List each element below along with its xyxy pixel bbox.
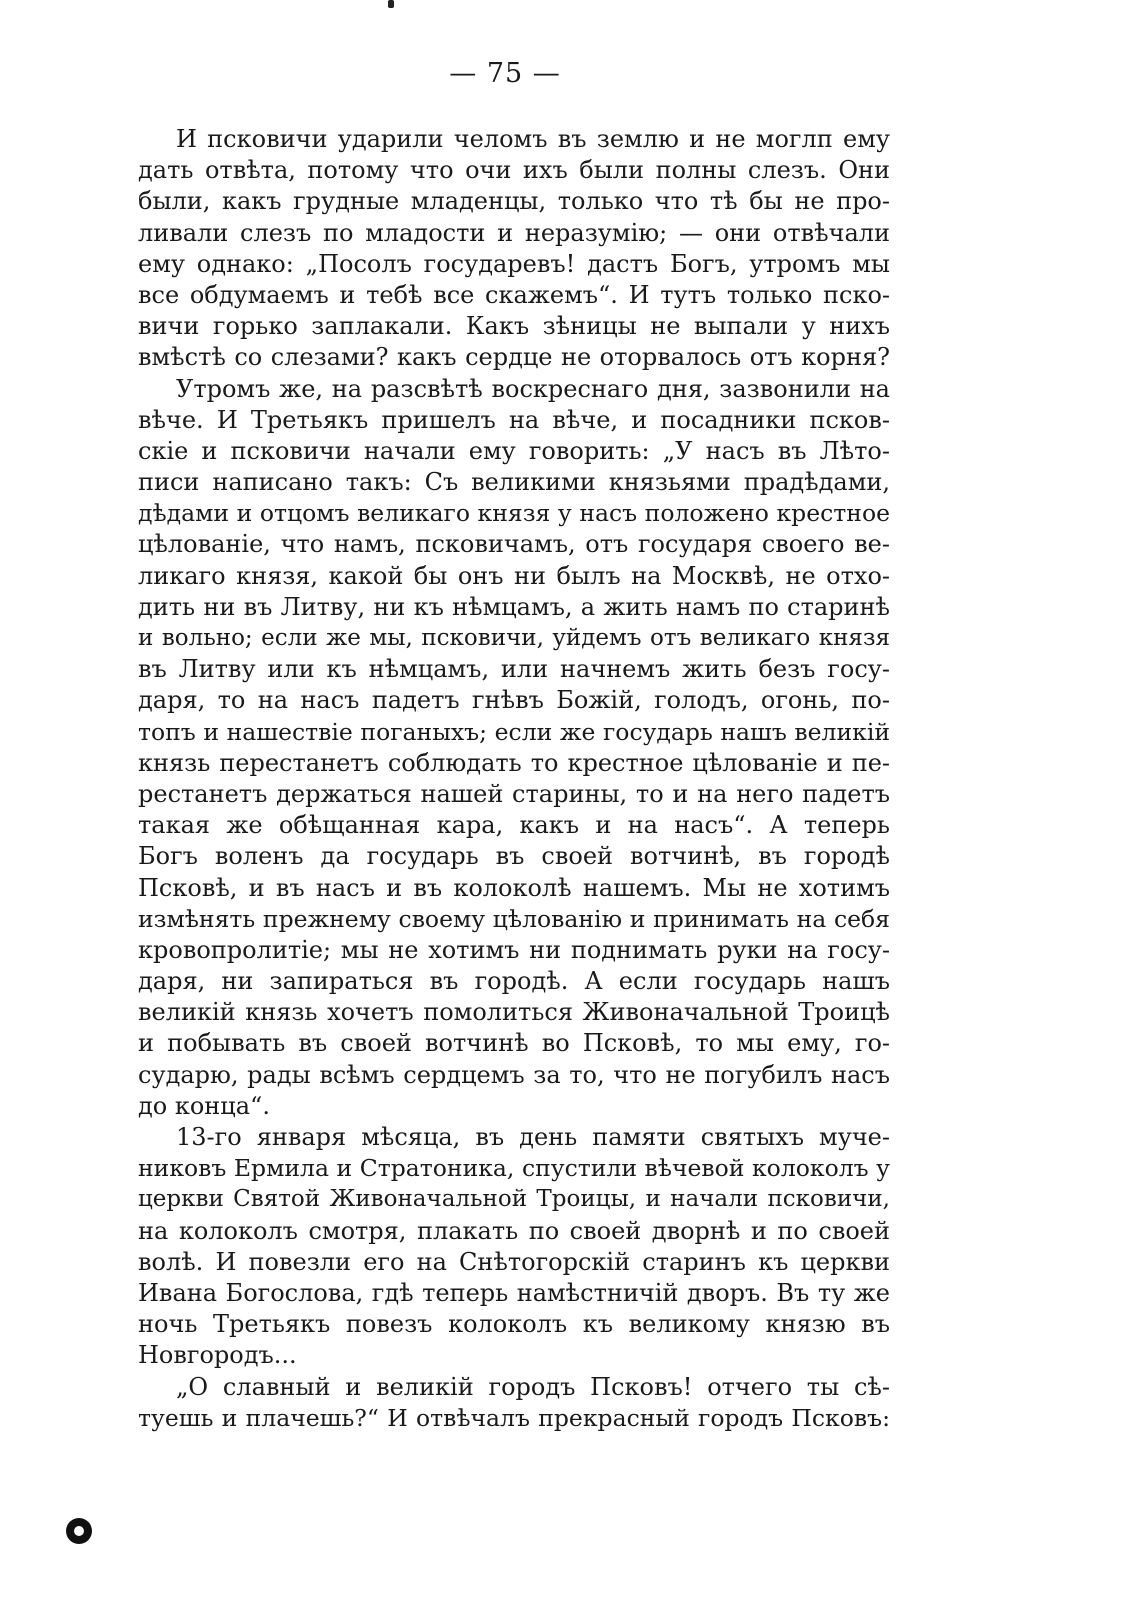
text-line: Псковѣ, и въ насъ и въ колоколѣ нашемъ. Мы не хотимъ (138, 873, 890, 902)
text-line: писи написано такъ: Съ великими князьями прадѣдами, (138, 468, 890, 497)
text-line: И псковичи ударили челомъ въ землю и не моглп ему (176, 125, 890, 153)
text-line: и побывать въ своей вотчинѣ во Псковѣ, то мы ему, го- (138, 1029, 890, 1058)
text-line: церкви Святой Живоначальной Троицы, и начали псковичи, (138, 1186, 890, 1213)
text-line: кровопролитіе; мы не хотимъ ни поднимать руки на госу- (138, 935, 890, 964)
text-line: никовъ Ермила и Стратоника, спустили вѣчевой колоколъ у (138, 1154, 890, 1183)
text-line: до конца“. (138, 1091, 270, 1120)
page-number: — 75 — (449, 58, 561, 89)
text-line: вѣче. И Третьякъ пришелъ на вѣче, и посадники псков- (138, 405, 890, 434)
text-line: вмѣстѣ со слезами? какъ сердце не оторвалось отъ корня? (138, 343, 890, 372)
text-line: дать отвѣта, потому что очи ихъ были полны слезъ. Они (138, 156, 890, 185)
text-line: на колоколъ смотря, плакать по своей дворнѣ и по своей (138, 1216, 890, 1245)
text-line: вичи горько заплакали. Какъ зѣницы не выпали у нихъ (138, 312, 890, 341)
text-line: 13-го января мѣсяца, въ день памяти святыхъ муче- (176, 1123, 890, 1151)
text-line: великій князь хочетъ помолиться Живоначальной Троицѣ (138, 998, 890, 1027)
text-line: ливали слезъ по младости и неразумію; — они отвѣчали (138, 218, 890, 247)
text-line: ликаго князя, какой бы онъ ни былъ на Москвѣ, не отхо- (138, 561, 890, 590)
text-line: князь перестанетъ соблюдать то крестное цѣлованіе и пе- (138, 748, 890, 777)
body-text (138, 124, 890, 1434)
text-line: въ Литву или къ нѣмцамъ, или начнемъ жить безъ госу- (138, 655, 890, 684)
text-line: волѣ. И повезли его на Снѣтогорскій старинъ къ церкви (138, 1247, 890, 1276)
text-line: „О славный и великій городъ Псковъ! отчего ты сѣ- (176, 1372, 890, 1401)
text-line: топъ и нашествіе поганыхъ; если же государь нашъ великій (138, 717, 890, 746)
text-line: Утромъ же, на разсвѣтѣ воскреснаго дня, зазвонили на (176, 374, 890, 403)
text-line: все обдумаемъ и тебѣ все скажемъ“. И тутъ только пско- (138, 280, 890, 309)
text-line: даря, ни запираться въ городѣ. А если государь нашъ (138, 967, 890, 996)
text-line: даря, то на насъ падетъ гнѣвъ Божій, голодъ, огонь, по- (138, 686, 890, 715)
text-line: сударю, рады всѣмъ сердцемъ за то, что не погубилъ насъ (138, 1060, 890, 1089)
text-line: скіе и псковичи начали ему говорить: „У насъ въ Лѣто- (138, 436, 890, 465)
text-line: ночь Третьякъ повезъ колоколъ къ великому князю въ (138, 1310, 890, 1339)
text-line: такая же обѣщанная кара, какъ и на насъ“. А теперь (138, 811, 890, 840)
top-speck-mark (388, 0, 394, 8)
text-line: туешь и плачешь?“ И отвѣчалъ прекрасный городъ Псковъ: (138, 1403, 890, 1432)
text-line: цѣлованіе, что намъ, псковичамъ, отъ государя своего ве- (138, 530, 890, 559)
text-line: Новгородъ... (138, 1341, 297, 1370)
text-line: измѣнять прежнему своему цѣлованію и принимать на себя (138, 904, 890, 933)
text-line: были, какъ грудные младенцы, только что тѣ бы не про- (138, 187, 890, 216)
text-line: Богъ воленъ да государь въ своей вотчинѣ, въ городѣ (138, 842, 890, 871)
text-line: Ивана Богослова, гдѣ теперь намѣстничій дворъ. Въ ту же (138, 1278, 890, 1307)
text-line: и вольно; если же мы, псковичи, уйдемъ отъ великаго князя (138, 625, 890, 651)
text-line: ему однако: „Посолъ государевъ! дастъ Богъ, утромъ мы (138, 249, 890, 278)
text-line: дѣдами и отцомъ великаго князя у насъ положено крестное (138, 499, 890, 528)
text-line: рестанетъ держаться нашей старины, то и на него падетъ (138, 779, 890, 808)
text-line: дить ни въ Литву, ни къ нѣмцамъ, а жить намъ по старинѣ (138, 592, 890, 621)
corner-blot-mark (66, 1518, 92, 1544)
